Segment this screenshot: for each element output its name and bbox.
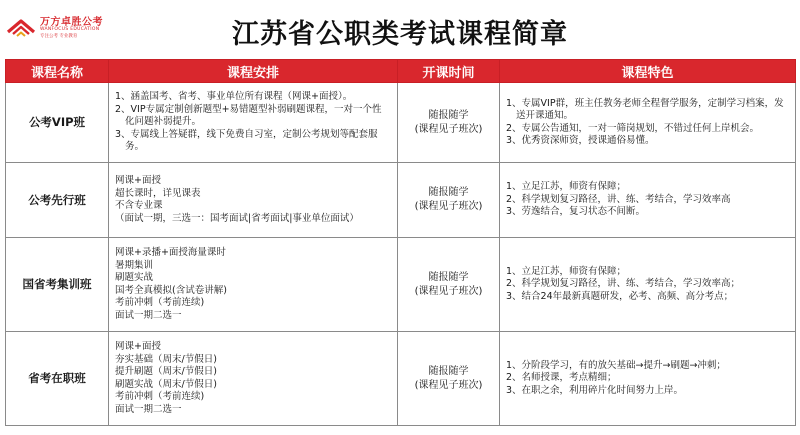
brand-slogan: 专注公考 专业教育: [40, 34, 78, 39]
schedule-line: 网课+面授: [115, 341, 161, 352]
page-title: 江苏省公职类考试课程简章: [232, 19, 568, 50]
schedule-line: 网课+面授: [115, 175, 161, 186]
feature-item: 2、科学规划复习路径，讲、练、考结合，学习效率高: [506, 193, 731, 205]
time-line: 随报随学: [428, 109, 469, 121]
course-name: 公考VIP班: [6, 83, 109, 163]
course-features: [500, 83, 796, 163]
schedule-line: 考前冲刺（考前连续): [115, 297, 205, 308]
schedule-item: 1、涵盖国考、省考、事业单位所有课程（网课+面授）。: [115, 91, 353, 103]
course-time: [398, 332, 500, 426]
course-name: 公考先行班: [6, 163, 109, 238]
feature-item: 1、立足江苏，师资有保障；: [506, 265, 627, 277]
schedule-item: 3、专属线上答疑群，线下免费自习室，定制公考规划等配套服务。: [115, 128, 378, 153]
time-line: (课程见子班次): [414, 201, 483, 212]
brand-english: WANFOCUS EDUCATION: [40, 27, 100, 32]
table-row: [6, 83, 796, 163]
course-features: [500, 332, 796, 426]
page-header: [0, 0, 800, 52]
feature-item: 3、结合24年最新真题研发，必考、高频、高分考点；: [506, 290, 734, 302]
course-schedule: [109, 332, 398, 426]
feature-item: 3、优秀资深师资，授课通俗易懂。: [506, 135, 655, 146]
course-time: [398, 163, 500, 238]
time-line: 随报随学: [428, 187, 469, 198]
schedule-line: 不含专业课: [115, 200, 163, 211]
table-row: [6, 163, 796, 238]
feature-item: 2、名师授课，考点精细；: [506, 372, 617, 384]
course-schedule: [109, 238, 398, 332]
table-header-row: [6, 60, 796, 83]
header-schedule: 课程安排: [109, 60, 398, 83]
schedule-line: 面试一期二选一: [115, 309, 182, 321]
course-time: [398, 83, 500, 163]
brand-name: 万方卓胜公考: [40, 17, 103, 28]
time-line: (课程见子班次): [414, 379, 483, 391]
table-row: [6, 332, 796, 426]
schedule-line: 超长课时，详见课表: [115, 187, 201, 199]
schedule-line: 提升刷题（周末/节假日): [115, 366, 217, 377]
course-name: 国省考集训班: [6, 238, 109, 332]
feature-item: 1、分阶段学习，有的放矢基础→提升→刷题→冲刺；: [506, 359, 726, 371]
header-course-name: 课程名称: [6, 60, 109, 83]
course-schedule: [109, 83, 398, 163]
course-features: [500, 163, 796, 238]
feature-item: 3、劳逸结合，复习状态不间断。: [506, 206, 646, 218]
course-time: [398, 238, 500, 332]
feature-item: 2、科学规划复习路径，讲、练、考结合，学习效率高；: [506, 278, 741, 290]
schedule-line: 面试一期二选一: [115, 403, 182, 415]
feature-item: 1、专属VIP群，班主任教务老师全程督学服务，定制学习档案，发送开课通知。: [506, 97, 784, 121]
schedule-item: 2、VIP专属定制创新题型+易错题型补弱刷题课程，一对一个性化问题补弱提升。: [115, 103, 382, 128]
schedule-line: （面试一期，三选一：国考面试|省考面试|事业单位面试）: [115, 212, 359, 224]
table-row: [6, 238, 796, 332]
time-line: (课程见子班次): [414, 123, 483, 135]
feature-item: 3、在职之余，利用碎片化时间努力上岸。: [506, 384, 684, 396]
schedule-line: 夯实基础（周末/节假日): [115, 353, 217, 365]
schedule-line: 网课+录播+面授海量课时: [115, 247, 226, 258]
course-table: [5, 59, 796, 426]
course-name: 省考在职班: [6, 332, 109, 426]
time-line: 随报随学: [428, 365, 469, 377]
schedule-line: 国考全真模拟(含试卷讲解): [115, 284, 227, 296]
feature-item: 1、立足江苏，师资有保障；: [506, 181, 627, 193]
schedule-line: 暑期集训: [115, 259, 154, 271]
header-features: 课程特色: [500, 60, 796, 83]
schedule-line: 刷题实战（周末/节假日): [115, 378, 217, 390]
schedule-line: 考前冲刺（考前连续): [115, 391, 205, 402]
header-start-time: 开课时间: [398, 60, 500, 83]
course-schedule: [109, 163, 398, 238]
course-features: [500, 238, 796, 332]
schedule-line: 刷题实战: [115, 272, 154, 283]
time-line: 随报随学: [428, 271, 469, 283]
time-line: (课程见子班次): [414, 285, 483, 297]
feature-item: 2、专属公告通知，一对一筛岗规划，不错过任何上岸机会。: [506, 122, 760, 134]
